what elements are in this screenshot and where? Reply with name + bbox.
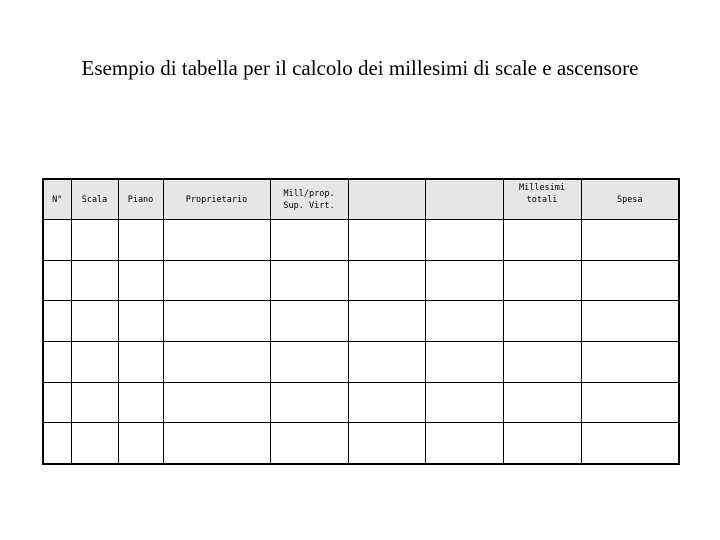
table-cell[interactable] (71, 260, 118, 301)
table-cell[interactable] (71, 220, 118, 261)
table-cell[interactable] (348, 260, 425, 301)
table-cell[interactable] (503, 301, 581, 342)
table-cell[interactable] (503, 423, 581, 464)
table-cell[interactable] (503, 220, 581, 261)
table-header-row (43, 179, 679, 220)
table-cell[interactable] (348, 423, 425, 464)
table-cell[interactable] (503, 341, 581, 382)
table-row (43, 341, 679, 382)
col-header-blank-2 (425, 179, 503, 220)
table-cell[interactable] (71, 423, 118, 464)
table-cell[interactable] (118, 382, 163, 423)
table-cell[interactable] (270, 220, 348, 261)
table-cell[interactable] (425, 423, 503, 464)
table-cell[interactable] (425, 341, 503, 382)
table-cell[interactable] (270, 341, 348, 382)
col-header-proprietario: Proprietario (163, 179, 270, 220)
table-cell[interactable] (118, 220, 163, 261)
table-row (43, 301, 679, 342)
table-cell[interactable] (43, 260, 71, 301)
table-cell[interactable] (43, 382, 71, 423)
table-cell[interactable] (425, 260, 503, 301)
col-header-mill-prop: Mill/prop. Sup. Virt. (270, 179, 348, 220)
table-cell[interactable] (425, 382, 503, 423)
table-body (43, 220, 679, 465)
table-cell[interactable] (581, 301, 679, 342)
table-cell[interactable] (118, 423, 163, 464)
table-cell[interactable] (71, 301, 118, 342)
table-row (43, 220, 679, 261)
table-cell[interactable] (163, 423, 270, 464)
table-cell[interactable] (503, 382, 581, 423)
table-cell[interactable] (581, 341, 679, 382)
table-cell[interactable] (71, 382, 118, 423)
table-cell[interactable] (163, 220, 270, 261)
table-cell[interactable] (71, 341, 118, 382)
millesimi-table (42, 178, 680, 465)
table-cell[interactable] (270, 382, 348, 423)
page-title: Esempio di tabella per il calcolo dei millesimi di scale e ascensore (81, 56, 639, 80)
table-cell[interactable] (425, 220, 503, 261)
table-cell[interactable] (581, 220, 679, 261)
table-row (43, 423, 679, 464)
table-cell[interactable] (425, 301, 503, 342)
table-cell[interactable] (348, 301, 425, 342)
table-cell[interactable] (43, 423, 71, 464)
table-cell[interactable] (270, 260, 348, 301)
table-cell[interactable] (118, 341, 163, 382)
table-cell[interactable] (163, 341, 270, 382)
table-row (43, 260, 679, 301)
table-cell[interactable] (163, 382, 270, 423)
col-header-piano: Piano (118, 179, 163, 220)
table-cell[interactable] (581, 260, 679, 301)
table-cell[interactable] (581, 423, 679, 464)
table-cell[interactable] (270, 423, 348, 464)
table-cell[interactable] (118, 260, 163, 301)
col-header-numero: N° (43, 179, 71, 220)
table-cell[interactable] (503, 260, 581, 301)
table-cell[interactable] (43, 220, 71, 261)
table-cell[interactable] (163, 260, 270, 301)
table-cell[interactable] (118, 301, 163, 342)
col-header-spesa: Spesa (581, 179, 679, 220)
table-cell[interactable] (163, 301, 270, 342)
table-cell[interactable] (348, 382, 425, 423)
col-header-millesimi-totali: Millesimi totali (503, 179, 581, 220)
table-cell[interactable] (348, 341, 425, 382)
col-header-scala: Scala (71, 179, 118, 220)
table-cell[interactable] (43, 301, 71, 342)
table-cell[interactable] (348, 220, 425, 261)
table-cell[interactable] (581, 382, 679, 423)
col-header-blank-1 (348, 179, 425, 220)
table-cell[interactable] (43, 341, 71, 382)
table-cell[interactable] (270, 301, 348, 342)
table-row (43, 382, 679, 423)
